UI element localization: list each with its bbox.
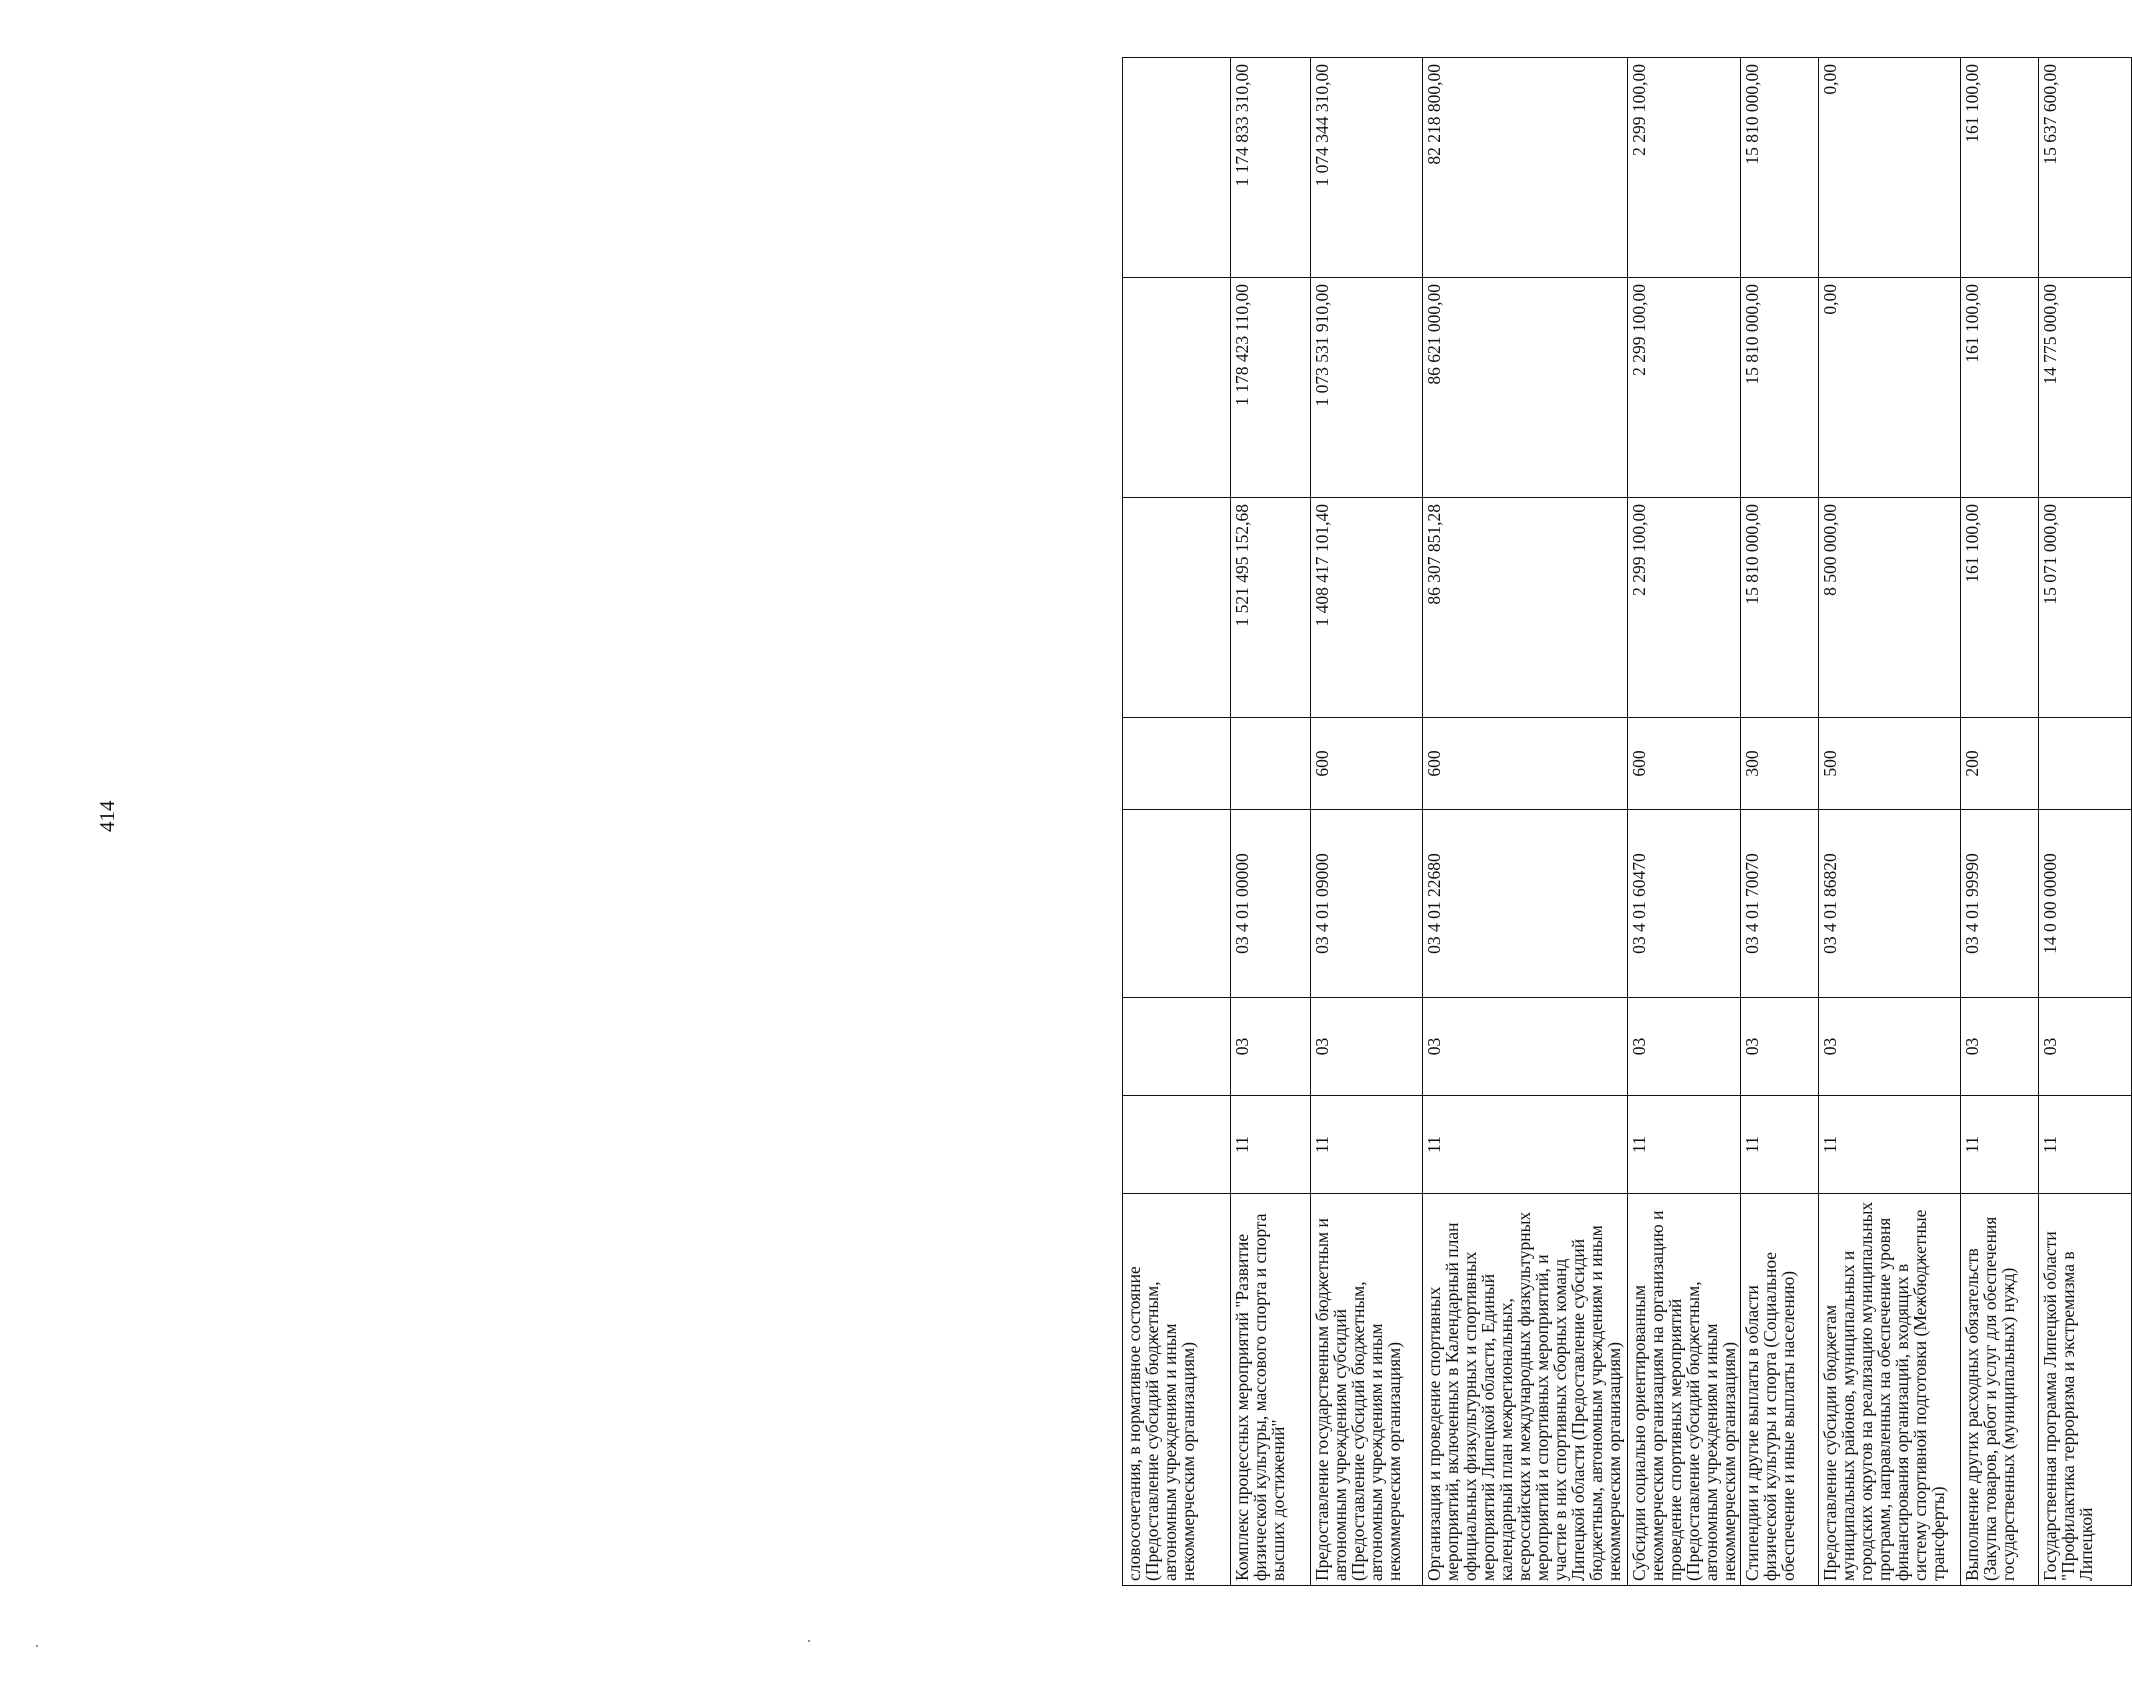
row-sum-1: 1 521 495 152,68 bbox=[1231, 498, 1311, 718]
row-sum-3: 1 074 344 310,00 bbox=[1311, 58, 1423, 278]
row-sum-3: 1 174 833 310,00 bbox=[1231, 58, 1311, 278]
row-sum-3: 82 218 800,00 bbox=[1423, 58, 1628, 278]
row-name: Комплекс процессных мероприятий "Развитие физической культуры, массового спорта и спорта высших достижений" bbox=[1231, 1194, 1311, 1586]
row-vr bbox=[2039, 718, 2132, 810]
row-csr: 03 4 01 86820 bbox=[1819, 810, 1961, 998]
row-podrazdel: 03 bbox=[2039, 998, 2132, 1096]
row-vr: 600 bbox=[1311, 718, 1423, 810]
row-name: словосочетания, в нормативное состояние (Предоставление субсидий бюджетным, автономным учреждениям и иным некоммерческим организациям) bbox=[1123, 1194, 1231, 1586]
row-razdel: 11 bbox=[1819, 1096, 1961, 1194]
table-row bbox=[1741, 58, 1819, 1586]
row-name: Стипендии и другие выплаты в области физической культуры и спорта (Социальное обеспечение и иные выплаты населению) bbox=[1741, 1194, 1819, 1586]
row-sum-1 bbox=[1123, 498, 1231, 718]
row-sum-2: 1 178 423 110,00 bbox=[1231, 278, 1311, 498]
row-sum-3: 0,00 bbox=[1819, 58, 1961, 278]
row-sum-1: 15 071 000,00 bbox=[2039, 498, 2132, 718]
row-csr: 03 4 01 00000 bbox=[1231, 810, 1311, 998]
table-row bbox=[2039, 58, 2132, 1586]
row-csr bbox=[1123, 810, 1231, 998]
row-sum-2 bbox=[1123, 278, 1231, 498]
row-vr bbox=[1123, 718, 1231, 810]
row-csr: 03 4 01 60470 bbox=[1628, 810, 1741, 998]
row-razdel: 11 bbox=[1628, 1096, 1741, 1194]
row-sum-1: 1 408 417 101,40 bbox=[1311, 498, 1423, 718]
row-sum-2: 1 073 531 910,00 bbox=[1311, 278, 1423, 498]
row-name: Государственная программа Липецкой области "Профилактика терроризма и экстремизма в Липецкой bbox=[2039, 1194, 2132, 1586]
row-name: Субсидии социально ориентированным некоммерческим организациям на организацию и проведение спортивных мероприятий (Предоставление субсидий бюджетным, автономным учреждениям и иным некоммерческим организациям) bbox=[1628, 1194, 1741, 1586]
table-row bbox=[1311, 58, 1423, 1586]
row-vr bbox=[1231, 718, 1311, 810]
row-razdel: 11 bbox=[1231, 1096, 1311, 1194]
row-sum-1: 8 500 000,00 bbox=[1819, 498, 1961, 718]
row-sum-2: 2 299 100,00 bbox=[1628, 278, 1741, 498]
row-sum-2: 86 621 000,00 bbox=[1423, 278, 1628, 498]
table-row bbox=[1819, 58, 1961, 1586]
row-razdel: 11 bbox=[2039, 1096, 2132, 1194]
budget-table-rotated bbox=[1122, 58, 2128, 1586]
row-name: Выполнение других расходных обязательств (Закупка товаров, работ и услуг для обеспечения государственных (муниципальных) нужд) bbox=[1961, 1194, 2039, 1586]
table-row bbox=[1123, 58, 1231, 1586]
row-vr: 500 bbox=[1819, 718, 1961, 810]
row-razdel bbox=[1123, 1096, 1231, 1194]
row-name: Предоставление субсидии бюджетам муниципальных районов, муниципальных и городских округов на реализацию муниципальных программ, направленных на обеспечение уровня финансирования организаций, входящих в систему спортивной подготовки (Межбюджетные трансферты) bbox=[1819, 1194, 1961, 1586]
row-sum-1: 2 299 100,00 bbox=[1628, 498, 1741, 718]
row-csr: 03 4 01 22680 bbox=[1423, 810, 1628, 998]
row-sum-3 bbox=[1123, 58, 1231, 278]
row-podrazdel: 03 bbox=[1819, 998, 1961, 1096]
budget-table bbox=[1122, 57, 2132, 1586]
row-sum-3: 15 637 600,00 bbox=[2039, 58, 2132, 278]
table-row bbox=[1231, 58, 1311, 1586]
row-sum-3: 2 299 100,00 bbox=[1628, 58, 1741, 278]
row-sum-2: 15 810 000,00 bbox=[1741, 278, 1819, 498]
table-row bbox=[1961, 58, 2039, 1586]
row-podrazdel: 03 bbox=[1311, 998, 1423, 1096]
row-podrazdel: 03 bbox=[1231, 998, 1311, 1096]
row-vr: 600 bbox=[1628, 718, 1741, 810]
row-podrazdel bbox=[1123, 998, 1231, 1096]
row-podrazdel: 03 bbox=[1961, 998, 2039, 1096]
row-vr: 200 bbox=[1961, 718, 2039, 810]
row-razdel: 11 bbox=[1741, 1096, 1819, 1194]
row-vr: 600 bbox=[1423, 718, 1628, 810]
row-name: Предоставление государственным бюджетным и автономным учреждениям субсидий (Предоставление субсидий бюджетным, автономным учреждениям и иным некоммерческим организациям) bbox=[1311, 1194, 1423, 1586]
row-csr: 14 0 00 00000 bbox=[2039, 810, 2132, 998]
row-podrazdel: 03 bbox=[1628, 998, 1741, 1096]
row-csr: 03 4 01 70070 bbox=[1741, 810, 1819, 998]
scan-speck bbox=[808, 1640, 810, 1642]
row-csr: 03 4 01 09000 bbox=[1311, 810, 1423, 998]
scan-speck bbox=[36, 1645, 38, 1647]
row-razdel: 11 bbox=[1311, 1096, 1423, 1194]
row-sum-1: 86 307 851,28 bbox=[1423, 498, 1628, 718]
row-sum-2: 161 100,00 bbox=[1961, 278, 2039, 498]
row-name: Организация и проведение спортивных мероприятий, включенных в Календарный план официальных физкультурных и спортивных мероприятий Липецкой области, Единый календарный план межрегиональных, всероссийских и международных физкультурных мероприятий и спортивных мероприятий, и участие в них спортивных сборных команд Липецкой области (Предоставление субсидий бюджетным, автономным учреждениям и иным некоммерческим организациям) bbox=[1423, 1194, 1628, 1586]
table-row bbox=[1628, 58, 1741, 1586]
row-csr: 03 4 01 99990 bbox=[1961, 810, 2039, 998]
row-sum-2: 14 775 000,00 bbox=[2039, 278, 2132, 498]
row-sum-1: 161 100,00 bbox=[1961, 498, 2039, 718]
row-razdel: 11 bbox=[1961, 1096, 2039, 1194]
page-number: 414 bbox=[95, 800, 119, 832]
row-sum-2: 0,00 bbox=[1819, 278, 1961, 498]
row-sum-1: 15 810 000,00 bbox=[1741, 498, 1819, 718]
row-podrazdel: 03 bbox=[1741, 998, 1819, 1096]
table-row bbox=[1423, 58, 1628, 1586]
row-vr: 300 bbox=[1741, 718, 1819, 810]
row-sum-3: 15 810 000,00 bbox=[1741, 58, 1819, 278]
row-podrazdel: 03 bbox=[1423, 998, 1628, 1096]
row-razdel: 11 bbox=[1423, 1096, 1628, 1194]
table-body bbox=[1123, 58, 2132, 1586]
row-sum-3: 161 100,00 bbox=[1961, 58, 2039, 278]
